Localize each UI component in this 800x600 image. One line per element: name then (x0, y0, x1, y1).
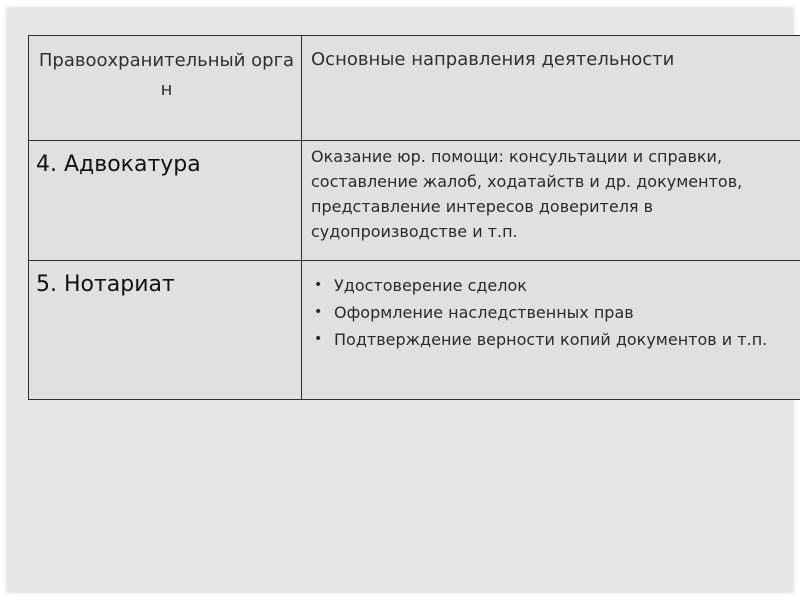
organ-name-advocacy: 4. Адвокатура (29, 141, 302, 261)
notary-activities-cell (302, 261, 800, 400)
list-item (312, 326, 798, 353)
slide-background (7, 8, 793, 592)
bullet-icon: • (314, 277, 323, 293)
list-item-text: Подтверждение верности копий документов и т.п. (334, 330, 768, 349)
list-item (312, 299, 798, 326)
header-activities: Основные направления деятельности (302, 36, 800, 141)
list-item-text: Оформление наследственных прав (334, 303, 634, 322)
notary-activities-list (302, 261, 800, 353)
list-item (312, 272, 798, 299)
organ-name-notary: 5. Нотариат (29, 261, 302, 400)
table-row (29, 261, 800, 400)
table-header-row (29, 36, 800, 141)
organs-table (28, 35, 800, 400)
advocacy-description: Оказание юр. помощи: консультации и справки, составление жалоб, ходатайств и др. документов, представление интересов доверителя в судопроизводстве и т.п. (302, 141, 800, 261)
bullet-icon: • (314, 304, 323, 320)
bullet-icon: • (314, 331, 323, 347)
list-item-text: Удостоверение сделок (334, 276, 527, 295)
table-row (29, 141, 800, 261)
header-organ: Правоохранительный орган (29, 36, 302, 141)
